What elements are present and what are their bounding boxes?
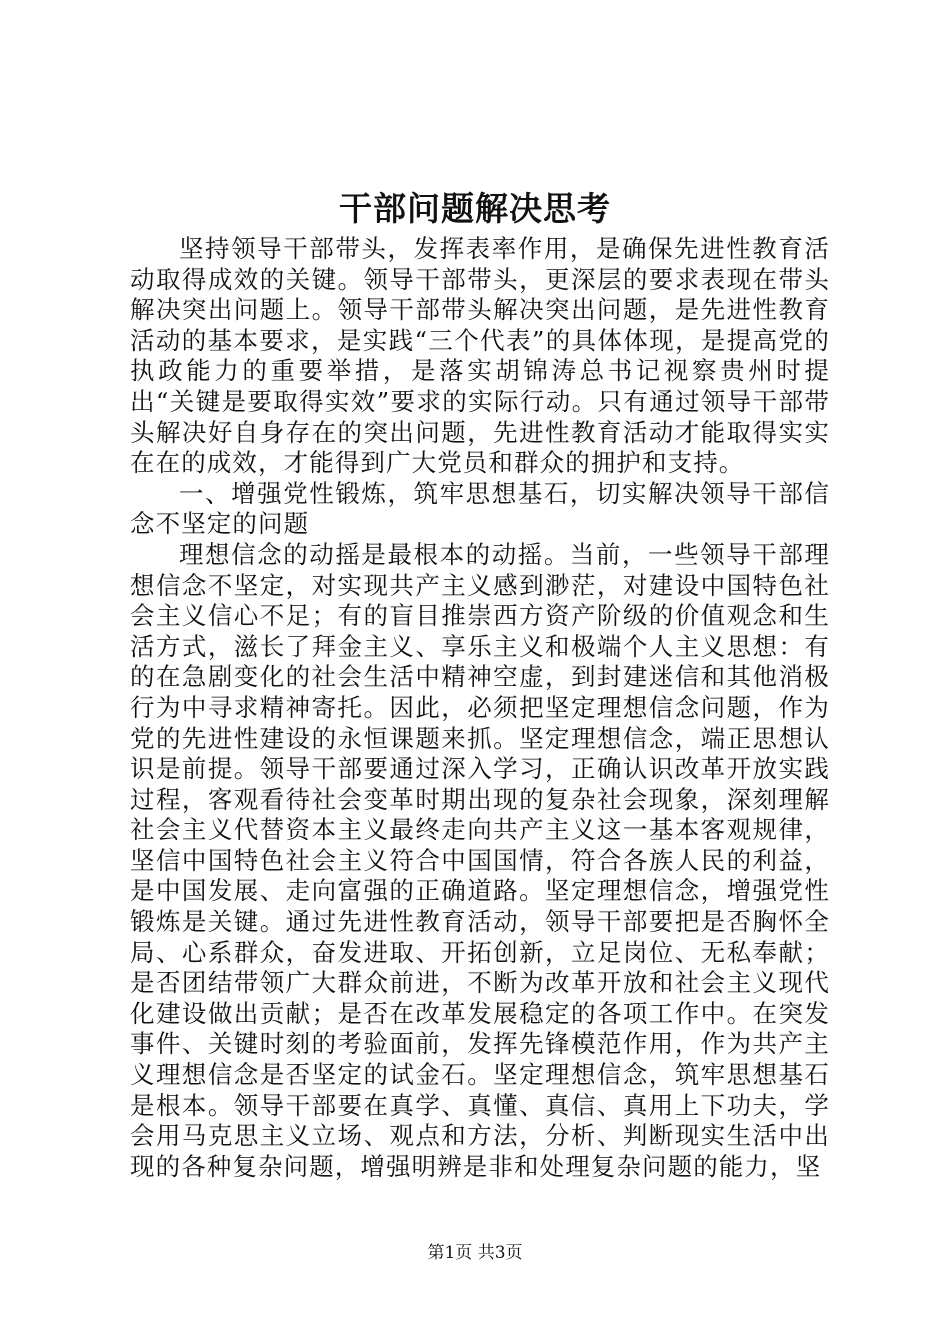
document-body [130, 234, 830, 1182]
page-number-footer: 第1页 共3页 [427, 1243, 523, 1263]
intro-paragraph: 坚持领导干部带头，发挥表率作用，是确保先进性教育活动取得成效的关键。领导干部带头，更深层的要求表现在带头解决突出问题上。领导干部带头解决突出问题，是先进性教育活动的基本要求，是实践“三个代表”的具体体现，是提高党的执政能力的重要举措，是落实胡锦涛总书记视察贵州时提出“关键是要取得实效”要求的实际行动。只有通过领导干部带头解决好自身存在的突出问题，先进性教育活动才能取得实实在在的成效，才能得到广大党员和群众的拥护和支持。 [130, 234, 830, 478]
section-heading-paragraph: 一、增强党性锻炼，筑牢思想基石，切实解决领导干部信念不坚定的问题 [130, 478, 830, 539]
document-title: 干部问题解决思考 [339, 189, 611, 228]
body-paragraph: 理想信念的动摇是最根本的动摇。当前，一些领导干部理想信念不坚定，对实现共产主义感到渺茫，对建设中国特色社会主义信心不足；有的盲目推崇西方资产阶级的价值观念和生活方式，滋长了拜金主义、享乐主义和极端个人主义思想：有的在急剧变化的社会生活中精神空虚，到封建迷信和其他消极行为中寻求精神寄托。因此，必须把坚定理想信念问题，作为党的先进性建设的永恒课题来抓。坚定理想信念，端正思想认识是前提。领导干部要通过深入学习，正确认识改革开放实践过程，客观看待社会变革时期出现的复杂社会现象，深刻理解社会主义代替资本主义最终走向共产主义这一基本客观规律，坚信中国特色社会主义符合中国国情，符合各族人民的利益，是中国发展、走向富强的正确道路。坚定理想信念，增强党性锻炼是关键。通过先进性教育活动，领导干部要把是否胸怀全局、心系群众，奋发进取、开拓创新，立足岗位、无私奉献；是否团结带领广大群众前进，不断为改革开放和社会主义现代化建设做出贡献；是否在改革发展稳定的各项工作中。在突发事件、关键时刻的考验面前，发挥先锋模范作用，作为共产主义理想信念是否坚定的试金石。坚定理想信念，筑牢思想基石是根本。领导干部要在真学、真懂、真信、真用上下功夫，学会用马克思主义立场、观点和方法，分析、判断现实生活中出现的各种复杂问题，增强明辨是非和处理复杂问题的能力，坚 [130, 539, 830, 1181]
